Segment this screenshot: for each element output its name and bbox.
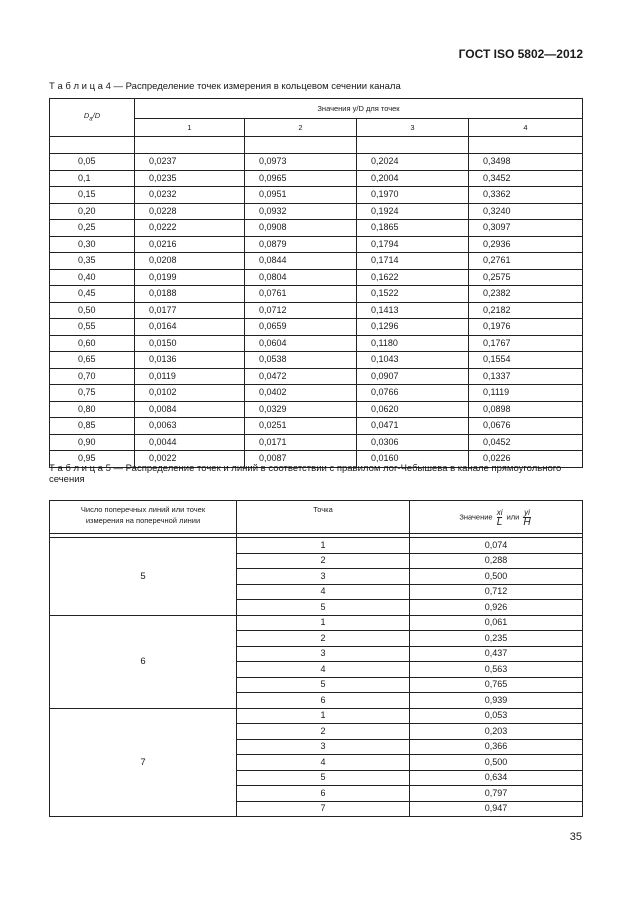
table-cell: 0,0402: [245, 385, 357, 402]
table-5: [49, 500, 583, 817]
table-cell: 0,85: [50, 418, 135, 435]
table-row: [50, 335, 583, 352]
value-cell: 0,053: [410, 708, 583, 724]
table-cell: 0,3240: [469, 203, 583, 220]
table-cell: 0,1794: [357, 236, 469, 253]
table-cell: 0,55: [50, 319, 135, 336]
table-row: [50, 302, 583, 319]
table-cell: 0,60: [50, 335, 135, 352]
value-cell: 0,926: [410, 600, 583, 616]
table-cell: 0,20: [50, 203, 135, 220]
table-row: [50, 615, 583, 631]
table-cell: 0,1767: [469, 335, 583, 352]
table-row: [50, 269, 583, 286]
table-cell: 0,0022: [135, 451, 245, 468]
point-cell: 7: [237, 801, 410, 817]
table-cell: 0,70: [50, 368, 135, 385]
point-cell: 6: [237, 786, 410, 802]
table-cell: 0,1180: [357, 335, 469, 352]
value-cell: 0,288: [410, 553, 583, 569]
table-row: [50, 538, 583, 554]
point-cell: 5: [237, 770, 410, 786]
table-cell: 0,40: [50, 269, 135, 286]
table-row: [50, 154, 583, 171]
table-cell: 0,0160: [357, 451, 469, 468]
table-row: [50, 434, 583, 451]
value-cell: 0,563: [410, 662, 583, 678]
table-cell: 0,0235: [135, 170, 245, 187]
table-cell: 0,3498: [469, 154, 583, 171]
table-cell: 0,2004: [357, 170, 469, 187]
table-cell: 0,1337: [469, 368, 583, 385]
table-row: [50, 319, 583, 336]
table-cell: 0,2182: [469, 302, 583, 319]
point-cell: 1: [237, 615, 410, 631]
point-cell: 3: [237, 569, 410, 585]
table-cell: 0,0620: [357, 401, 469, 418]
group-count-cell: 5: [50, 538, 237, 616]
table-cell: 0,0136: [135, 352, 245, 369]
point-cell: 4: [237, 662, 410, 678]
table-cell: 0,1970: [357, 187, 469, 204]
table-cell: 0,0932: [245, 203, 357, 220]
value-cell: 0,634: [410, 770, 583, 786]
table-cell: 0,2382: [469, 286, 583, 303]
table-row: [50, 203, 583, 220]
value-cell: 0,437: [410, 646, 583, 662]
table-cell: 0,2936: [469, 236, 583, 253]
table-cell: 0,0908: [245, 220, 357, 237]
table-cell: 0,0804: [245, 269, 357, 286]
value-cell: 0,797: [410, 786, 583, 802]
point-cell: 2: [237, 631, 410, 647]
table-cell: 0,80: [50, 401, 135, 418]
value-cell: 0,235: [410, 631, 583, 647]
table-cell: 0,0216: [135, 236, 245, 253]
value-cell: 0,947: [410, 801, 583, 817]
table-row: [50, 220, 583, 237]
table-cell: 0,0171: [245, 434, 357, 451]
point-cell: 2: [237, 724, 410, 740]
value-cell: 0,939: [410, 693, 583, 709]
table-cell: 0,2024: [357, 154, 469, 171]
point-cell: 2: [237, 553, 410, 569]
point-cell: 4: [237, 755, 410, 771]
table-cell: 0,1413: [357, 302, 469, 319]
point-cell: 4: [237, 584, 410, 600]
table-cell: 0,0119: [135, 368, 245, 385]
table-cell: 0,0251: [245, 418, 357, 435]
table-row: [50, 418, 583, 435]
table-cell: 0,1865: [357, 220, 469, 237]
table4-caption: Т а б л и ц а 4 — Распределение точек измерения в кольцевом сечении канала: [49, 81, 401, 92]
value-cell: 0,074: [410, 538, 583, 554]
table-cell: 0,0087: [245, 451, 357, 468]
table-cell: 0,30: [50, 236, 135, 253]
table-cell: 0,0844: [245, 253, 357, 270]
table4-point-header: 2: [245, 119, 357, 137]
table-cell: 0,05: [50, 154, 135, 171]
table-cell: 0,0879: [245, 236, 357, 253]
table-cell: 0,3097: [469, 220, 583, 237]
value-cell: 0,765: [410, 677, 583, 693]
table-cell: 0,1522: [357, 286, 469, 303]
table-cell: 0,15: [50, 187, 135, 204]
table-cell: 0,0228: [135, 203, 245, 220]
table-cell: 0,0329: [245, 401, 357, 418]
table-cell: 0,0951: [245, 187, 357, 204]
table-cell: 0,0604: [245, 335, 357, 352]
table-row: [50, 253, 583, 270]
table-cell: 0,1043: [357, 352, 469, 369]
table-cell: 0,0898: [469, 401, 583, 418]
table-cell: 0,95: [50, 451, 135, 468]
table-cell: 0,0199: [135, 269, 245, 286]
table-cell: 0,1622: [357, 269, 469, 286]
table-cell: 0,0150: [135, 335, 245, 352]
table-row: [50, 187, 583, 204]
table-cell: 0,0907: [357, 368, 469, 385]
table-row: [50, 368, 583, 385]
table-cell: 0,0084: [135, 401, 245, 418]
table-cell: 0,2761: [469, 253, 583, 270]
table-cell: 0,0761: [245, 286, 357, 303]
value-cell: 0,500: [410, 569, 583, 585]
table-cell: 0,0222: [135, 220, 245, 237]
y-over-h-fraction: $\frac{yi}{H}$: [523, 507, 531, 528]
table-cell: 0,1119: [469, 385, 583, 402]
point-cell: 1: [237, 538, 410, 554]
table-4: [49, 98, 583, 468]
value-cell: 0,366: [410, 739, 583, 755]
value-cell: 0,203: [410, 724, 583, 740]
table-cell: 0,0452: [469, 434, 583, 451]
value-cell: 0,500: [410, 755, 583, 771]
table-cell: 0,0712: [245, 302, 357, 319]
table-cell: 0,0472: [245, 368, 357, 385]
table-cell: 0,0164: [135, 319, 245, 336]
table5-col2-header: Точка: [237, 501, 410, 534]
table-cell: 0,0237: [135, 154, 245, 171]
table-cell: 0,1296: [357, 319, 469, 336]
table-cell: 0,0676: [469, 418, 583, 435]
table-row: [50, 352, 583, 369]
document-header: ГОСТ ISO 5802—2012: [458, 47, 583, 61]
point-cell: 5: [237, 677, 410, 693]
table-cell: 0,0044: [135, 434, 245, 451]
table-cell: 0,1554: [469, 352, 583, 369]
x-over-l-fraction: $\frac{xi}{L}$: [496, 507, 503, 528]
table-cell: 0,0766: [357, 385, 469, 402]
group-count-cell: 6: [50, 615, 237, 708]
table-cell: 0,0102: [135, 385, 245, 402]
point-cell: 1: [237, 708, 410, 724]
point-cell: 3: [237, 646, 410, 662]
table-cell: 0,0973: [245, 154, 357, 171]
table-row: [50, 401, 583, 418]
table-row: [50, 236, 583, 253]
table-cell: 0,0188: [135, 286, 245, 303]
table-cell: 0,1: [50, 170, 135, 187]
page-number: 35: [569, 831, 582, 843]
table-cell: 0,0965: [245, 170, 357, 187]
table-cell: 0,3362: [469, 187, 583, 204]
table-row: [50, 385, 583, 402]
table-cell: 0,90: [50, 434, 135, 451]
table4-point-header: 4: [469, 119, 583, 137]
table-row: [50, 170, 583, 187]
table4-point-header: 1: [135, 119, 245, 137]
table-cell: 0,25: [50, 220, 135, 237]
table-cell: 0,0177: [135, 302, 245, 319]
table-cell: 0,0063: [135, 418, 245, 435]
table-cell: 0,1714: [357, 253, 469, 270]
table-row: [50, 708, 583, 724]
table-cell: 0,0659: [245, 319, 357, 336]
point-cell: 5: [237, 600, 410, 616]
group-count-cell: 7: [50, 708, 237, 817]
table4-col1-header: $D_a/D$: [50, 99, 135, 137]
value-cell: 0,712: [410, 584, 583, 600]
table-cell: 0,0538: [245, 352, 357, 369]
table-cell: 0,0306: [357, 434, 469, 451]
table4-point-header: 3: [357, 119, 469, 137]
table-cell: 0,0226: [469, 451, 583, 468]
table-row: [50, 286, 583, 303]
table-cell: 0,1976: [469, 319, 583, 336]
table5-col3-header: Значение $\frac{xi}{L}$ или $\frac{yi}{H}$: [410, 501, 583, 534]
table-cell: 0,50: [50, 302, 135, 319]
table-cell: 0,1924: [357, 203, 469, 220]
table-cell: 0,35: [50, 253, 135, 270]
table-cell: 0,0471: [357, 418, 469, 435]
table-cell: 0,65: [50, 352, 135, 369]
table4-group-header: Значения y/D для точек: [135, 99, 583, 119]
table-cell: 0,3452: [469, 170, 583, 187]
table-cell: 0,0232: [135, 187, 245, 204]
point-cell: 3: [237, 739, 410, 755]
table-cell: 0,75: [50, 385, 135, 402]
point-cell: 6: [237, 693, 410, 709]
table-cell: 0,0208: [135, 253, 245, 270]
table5-caption: Т а б л и ц а 5 — Распределение точек и линий в соответствии с правилом лог-Чебышева в канале прямоугольного сечения: [49, 463, 562, 485]
value-cell: 0,061: [410, 615, 583, 631]
table5-col1-header: Число поперечных линий или точек измерения на поперечной линии: [50, 501, 237, 534]
table-cell: 0,45: [50, 286, 135, 303]
table-cell: 0,2575: [469, 269, 583, 286]
